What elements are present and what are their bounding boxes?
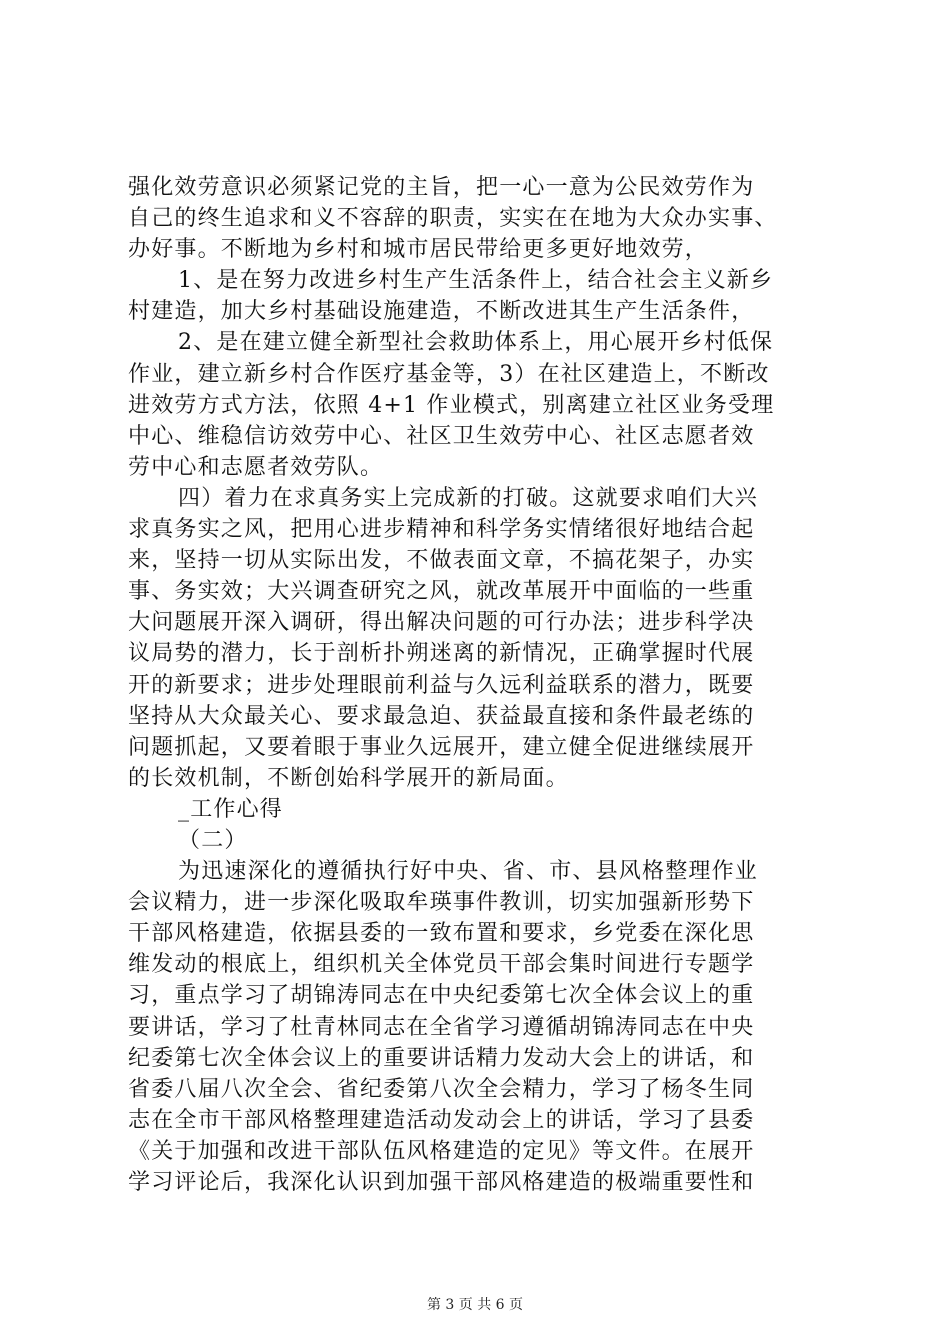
text-line: 开的新要求；进步处理眼前利益与久远利益联系的潜力，既要 <box>128 672 755 698</box>
document-body <box>128 172 844 1198</box>
text-line: 纪委第七次全体会议上的重要讲话精力发动大会上的讲话，和 <box>128 1045 755 1071</box>
text-line: 作业，建立新乡村合作医疗基金等，3）在社区建造上，不断改 <box>128 361 770 387</box>
text-line: 来，坚持一切从实际出发，不做表面文章，不搞花架子，办实 <box>128 548 755 574</box>
page-footer: 第 3 页 共 6 页 <box>426 1297 524 1313</box>
text-line: 大问题展开深入调研，得出解决问题的可行办法；进步科学决 <box>128 610 755 636</box>
text-line: 省委八届八次全会、省纪委第八次全会精力，学习了杨冬生同 <box>128 1076 755 1102</box>
text-line: 习，重点学习了胡锦涛同志在中央纪委第七次全体会议上的重 <box>128 983 755 1009</box>
text-line: 2、是在建立健全新型社会救助体系上，用心展开乡村低保 <box>178 330 774 356</box>
text-line: 干部风格建造，依据县委的一致布置和要求，乡党委在深化思 <box>128 921 755 947</box>
text-line: 村建造，加大乡村基础设施建造，不断改进其生产生活条件， <box>128 299 755 325</box>
text-line: 学习评论后，我深化认识到加强干部风格建造的极端重要性和 <box>128 1170 755 1195</box>
text-line: （二） <box>178 827 248 853</box>
text-line: 强化效劳意识必须紧记党的主旨，把一心一意为公民效劳作为 <box>128 175 755 200</box>
text-line: _工作心得 <box>178 796 284 822</box>
text-line: 志在全市干部风格整理建造活动发动会上的讲话，学习了县委 <box>128 1107 755 1133</box>
text-line: 事、务实效；大兴调查研究之风，就改革展开中面临的一些重 <box>128 579 755 605</box>
text-line: 的长效机制，不断创始科学展开的新局面。 <box>128 765 569 791</box>
text-line: 为迅速深化的遵循执行好中央、省、市、县风格整理作业 <box>178 859 759 885</box>
text-line: 会议精力，进一步深化吸取牟瑛事件教训，切实加强新形势下 <box>128 890 755 916</box>
text-line: 求真务实之风，把用心进步精神和科学务实情绪很好地结合起 <box>128 517 755 543</box>
text-line: 四）着力在求真务实上完成新的打破。这就要求咱们大兴 <box>178 485 759 511</box>
text-line: 维发动的根底上，组织机关全体党员干部会集时间进行专题学 <box>128 952 755 978</box>
text-line: 办好事。不断地为乡村和城市居民带给更多更好地效劳， <box>128 237 709 263</box>
text-line: 议局势的潜力，长于剖析扑朔迷离的新情况，正确掌握时代展 <box>128 641 755 667</box>
text-line: 问题抓起，又要着眼于事业久远展开，建立健全促进继续展开 <box>128 734 755 760</box>
text-line: 1、是在努力改进乡村生产生活条件上，结合社会主义新乡 <box>178 268 774 294</box>
text-line: 进效劳方式方法，依照 4+1 作业模式，别离建立社区业务受理 <box>128 392 775 418</box>
text-line: 中心、维稳信访效劳中心、社区卫生效劳中心、社区志愿者效 <box>128 423 755 449</box>
text-line: 《关于加强和改进干部队伍风格建造的定见》等文件。在展开 <box>128 1138 755 1164</box>
text-line: 坚持从大众最关心、要求最急迫、获益最直接和条件最老练的 <box>128 703 755 729</box>
text-line: 劳中心和志愿者效劳队。 <box>128 454 384 480</box>
text-line: 自己的终生追求和义不容辞的职责，实实在在地为大众办实事、 <box>128 206 778 232</box>
text-line: 要讲话，学习了杜青林同志在全省学习遵循胡锦涛同志在中央 <box>128 1014 755 1040</box>
